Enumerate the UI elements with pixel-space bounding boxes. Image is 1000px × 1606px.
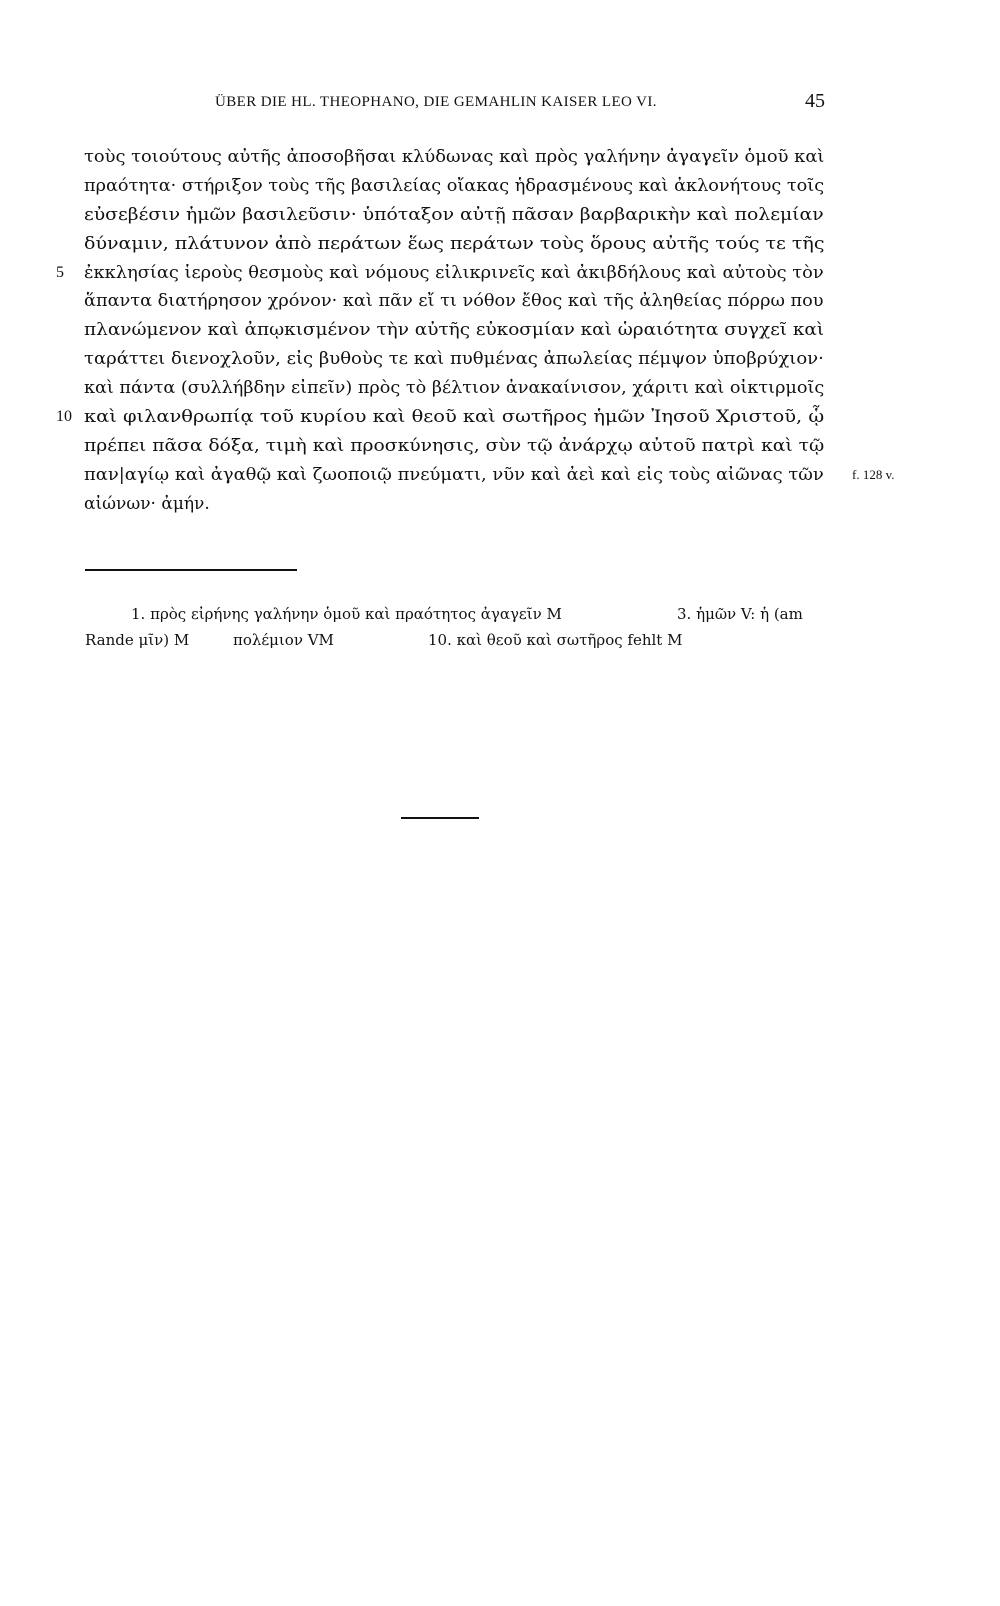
footnote-entry: 10. καὶ θεοῦ καὶ σωτῆρος fehlt M — [428, 631, 683, 649]
text-line — [84, 172, 844, 201]
line-number: 10 — [56, 408, 72, 426]
folio-marker: f. 128 v. — [852, 466, 895, 482]
line-text: ἅπαντα διατήρησον χρόνον· καὶ πᾶν εἴ τι νόθον ἔθος καὶ τῆς ἀληθείας πόρρω που — [84, 291, 824, 312]
end-rule — [401, 817, 479, 819]
text-line — [84, 230, 844, 259]
text-line — [84, 490, 844, 519]
text-line — [84, 374, 844, 403]
text-line — [84, 287, 844, 316]
text-line — [84, 143, 844, 172]
text-line — [56, 259, 844, 288]
line-text: παν|αγίῳ καὶ ἀγαθῷ καὶ ζωοποιῷ πνεύματι, νῦν καὶ ἀεὶ καὶ εἰς τοὺς αἰῶνας τῶν — [84, 464, 824, 485]
main-text — [56, 143, 895, 519]
footnote-entry: 1. πρὸς εἰρήνης γαλήνην ὁμοῦ καὶ πραότητος ἀγαγεῖν M — [131, 605, 562, 623]
line-text: ταράττει διενοχλοῦν, εἰς βυθοὺς τε καὶ πυθμένας ἀπωλείας πέμψον ὑποβρύχιον· — [84, 349, 824, 370]
line-text: δύναμιν, πλάτυνον ἀπὸ περάτων ἕως περάτων τοὺς ὅρους αὐτῆς τούς τε τῆς — [84, 233, 825, 254]
page-number: 45 — [805, 90, 825, 112]
line-text: πρέπει πᾶσα δόξα, τιμὴ καὶ προσκύνησις, σὺν τῷ ἀνάρχῳ αὐτοῦ πατρὶ καὶ τῷ — [84, 435, 825, 456]
footnote-line — [85, 627, 845, 653]
running-head: ÜBER DIE HL. THEOPHANO, DIE GEMAHLIN KAISER LEO VI. — [215, 94, 657, 110]
line-text: αἰώνων· ἀμήν. — [84, 493, 210, 514]
footnote-entry: Rande μῖν) M — [85, 631, 190, 649]
line-text: καὶ φιλανθρωπίᾳ τοῦ κυρίου καὶ θεοῦ καὶ σωτῆρος ἡμῶν Ἰησοῦ Χριστοῦ, ᾧ — [84, 407, 825, 428]
footnotes — [85, 601, 845, 653]
footnote-line — [85, 601, 845, 627]
page-header — [85, 90, 825, 118]
text-line — [84, 432, 844, 461]
line-text: καὶ πάντα (συλλήβδην εἰπεῖν) πρὸς τὸ βέλτιον ἀνακαίνισον, χάριτι καὶ οἰκτιρμοῖς — [84, 378, 825, 399]
footnote-rule — [85, 569, 297, 571]
text-line — [56, 403, 844, 432]
text-line — [84, 201, 844, 230]
text-line — [84, 345, 844, 374]
line-text: πλανώμενον καὶ ἀπῳκισμένον τὴν αὐτῆς εὐκοσμίαν καὶ ὡραιότητα συγχεῖ καὶ — [84, 320, 825, 341]
line-number: 5 — [56, 263, 64, 281]
footnote-entry: πολέμιον VM — [233, 631, 334, 649]
line-text: ἐκκλησίας ἱεροὺς θεσμοὺς καὶ νόμους εἰλικρινεῖς καὶ ἀκιβδήλους καὶ αὐτοὺς τὸν — [84, 262, 824, 283]
text-line — [84, 461, 895, 490]
line-text: τοὺς τοιούτους αὐτῆς ἀποσοβῆσαι κλύδωνας καὶ πρὸς γαλήνην ἀγαγεῖν ὁμοῦ καὶ — [84, 147, 825, 167]
footnote-entry: 3. ἡμῶν V: ἡ (am — [677, 605, 803, 623]
text-line — [84, 316, 844, 345]
line-text: πραότητα· στήριξον τοὺς τῆς βασιλείας οἴακας ἡδρασμένους καὶ ἀκλονήτους τοῖς — [84, 175, 825, 196]
line-text: εὐσεβέσιν ἡμῶν βασιλεῦσιν· ὑπόταξον αὐτῇ πᾶσαν βαρβαρικὴν καὶ πολεμίαν — [84, 204, 824, 225]
